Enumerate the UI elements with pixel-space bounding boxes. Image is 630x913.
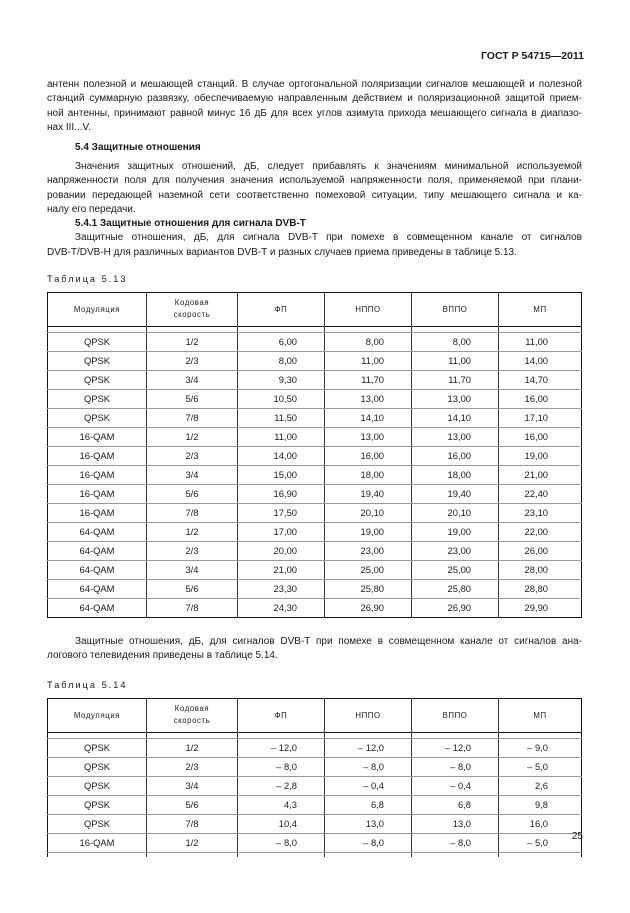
text-line: ной антенны, принимают равной минус 16 дБ для всех углов азимута прихода мешающего сигнала в диапазо- [47,107,582,119]
text-line: антенн полезной и мешающей станций. В случае ортогональной поляризации сигналов мешающей и полезной [47,79,582,90]
cell-mp: 17,10 [499,408,582,427]
cell-vppo: 14,10 [412,408,499,427]
cell-nppo: 13,00 [325,427,412,446]
text-line: станций суммарную развязку, обеспечиваемую направленным действием и поляризационной защитой прием- [47,93,582,105]
text-line: ровании передающей наземной сети соответственно помеховой ситуации, типу мешающего сигнала и ка- [47,189,582,201]
cell-modulation: 16-QAM [48,833,147,852]
cell-code-rate: 1/2 [147,833,238,852]
table-body [48,326,582,617]
cell-fp: 6,00 [238,332,325,351]
cell-code-rate: 1/2 [147,738,238,757]
table-row [48,795,582,814]
text-line: Защитные отношения, дБ, для сигналов DVB-T при помехе в совмещенном канале от сигналов ана- [75,635,582,647]
section-5-4-1-paragraph [47,231,582,260]
table-continuation-row [48,852,582,857]
cell-modulation: QPSK [48,814,147,833]
cell-code-rate: 3/4 [147,560,238,579]
table-row [48,757,582,776]
table-caption-5-13: Таблица 5.13 [47,273,128,284]
cell-nppo: 6,8 [325,795,412,814]
cell-modulation: 16-QAM [48,465,147,484]
cell-vppo: 23,00 [412,541,499,560]
cell-modulation: 16-QAM [48,484,147,503]
cell-mp: 9,8 [499,795,582,814]
continuation-cell [238,852,325,857]
table-row [48,541,582,560]
cell-nppo: 8,00 [325,332,412,351]
column-header-fp: ФП [238,292,325,326]
cell-vppo: 8,00 [412,332,499,351]
cell-modulation: 16-QAM [48,446,147,465]
table-row [48,560,582,579]
cell-fp: 17,00 [238,522,325,541]
column-header-code-rate [147,698,238,732]
page-number: 25 [571,831,583,842]
table-row [48,484,582,503]
cell-code-rate: 3/4 [147,776,238,795]
cell-nppo: 14,10 [325,408,412,427]
column-header-modulation: Модуляция [48,292,147,326]
cell-modulation: QPSK [48,351,147,370]
table-row [48,389,582,408]
cell-vppo: 19,00 [412,522,499,541]
cell-fp: 10,50 [238,389,325,408]
cell-mp: – 5,0 [499,833,582,852]
continuation-cell [499,852,582,857]
continuation-cell [48,852,147,857]
column-header-vppo: ВППО [412,698,499,732]
cell-nppo: 13,00 [325,389,412,408]
continuation-cell [412,852,499,857]
table-row [48,814,582,833]
table-body [48,732,582,857]
cell-mp: 26,00 [499,541,582,560]
cell-fp: 21,00 [238,560,325,579]
table-row [48,332,582,351]
cell-fp: 8,00 [238,351,325,370]
cell-nppo: – 8,0 [325,833,412,852]
cell-mp: 22,00 [499,522,582,541]
cell-fp: 15,00 [238,465,325,484]
cell-code-rate: 2/3 [147,541,238,560]
cell-mp: 16,0 [499,814,582,833]
cell-fp: 14,00 [238,446,325,465]
cell-code-rate: 2/3 [147,757,238,776]
cell-vppo: 20,10 [412,503,499,522]
cell-fp: 11,50 [238,408,325,427]
cell-nppo: – 12,0 [325,738,412,757]
cell-code-rate: 2/3 [147,351,238,370]
cell-vppo: – 8,0 [412,833,499,852]
cell-vppo: 11,00 [412,351,499,370]
table-row [48,465,582,484]
cell-code-rate: 5/6 [147,795,238,814]
cell-mp: – 5,0 [499,757,582,776]
cell-code-rate: 7/8 [147,408,238,427]
cell-nppo: – 0,4 [325,776,412,795]
cell-modulation: QPSK [48,408,147,427]
cell-mp: – 9,0 [499,738,582,757]
cell-vppo: 16,00 [412,446,499,465]
cell-nppo: 25,00 [325,560,412,579]
cell-modulation: 64-QAM [48,579,147,598]
cell-nppo: 25,80 [325,579,412,598]
cell-modulation: 16-QAM [48,503,147,522]
cell-code-rate: 1/2 [147,332,238,351]
table-header-row [48,698,582,732]
cell-vppo: 25,80 [412,579,499,598]
cell-fp: – 12,0 [238,738,325,757]
cell-mp: 29,90 [499,598,582,617]
table-row [48,738,582,757]
column-header-code-rate-label: Кодовая скорость [173,298,211,320]
cell-fp: 20,00 [238,541,325,560]
column-header-fp: ФП [238,698,325,732]
cell-mp: 19,00 [499,446,582,465]
cell-modulation: QPSK [48,757,147,776]
section-heading-5-4-1: 5.4.1 Защитные отношения для сигнала DVB-T [75,218,306,230]
cell-vppo: 11,70 [412,370,499,389]
analog-paragraph [47,635,582,664]
cell-mp: 14,00 [499,351,582,370]
cell-code-rate: 5/6 [147,389,238,408]
cell-nppo: 16,00 [325,446,412,465]
table-row [48,522,582,541]
column-header-modulation: Модуляция [48,698,147,732]
cell-modulation: 64-QAM [48,560,147,579]
cell-modulation: QPSK [48,332,147,351]
table-row [48,370,582,389]
cell-fp: 16,90 [238,484,325,503]
cell-vppo: 26,90 [412,598,499,617]
text-line: Защитные отношения, дБ, для сигнала DVB-T при помехе в совмещенном канале от сигналов [75,232,582,244]
cell-fp: 23,30 [238,579,325,598]
cell-fp: 17,50 [238,503,325,522]
cell-nppo: 23,00 [325,541,412,560]
text-line: налу его передачи. [47,204,136,216]
cell-nppo: – 8,0 [325,757,412,776]
cell-mp: 16,00 [499,389,582,408]
cell-code-rate: 2/3 [147,446,238,465]
cell-mp: 23,10 [499,503,582,522]
cell-fp: 9,30 [238,370,325,389]
table-5-14 [47,698,582,857]
cell-nppo: 13,0 [325,814,412,833]
continuation-cell [147,852,238,857]
cell-fp: – 8,0 [238,757,325,776]
cell-code-rate: 3/4 [147,370,238,389]
cell-fp: 24,30 [238,598,325,617]
cell-vppo: 13,0 [412,814,499,833]
cell-modulation: QPSK [48,795,147,814]
cell-code-rate: 1/2 [147,427,238,446]
column-header-code-rate-label: Кодовая скорость [173,704,211,726]
text-line: нах III...V. [47,121,92,133]
text-line: напряженности поля для получения значения используемой напряженности поля, применяемой при плани- [47,175,582,187]
cell-code-rate: 5/6 [147,579,238,598]
column-header-nppo: НППО [325,292,412,326]
cell-code-rate: 7/8 [147,814,238,833]
cell-mp: 28,80 [499,579,582,598]
cell-nppo: 11,00 [325,351,412,370]
continuation-cell [325,852,412,857]
cell-fp: – 8,0 [238,833,325,852]
table-row [48,408,582,427]
text-line: DVB-T/DVB-H для различных вариантов DVB-T и разных случаев приема приведены в таблице 5.13. [47,246,517,258]
table-row [48,351,582,370]
cell-fp: 10,4 [238,814,325,833]
cell-code-rate: 3/4 [147,465,238,484]
cell-vppo: 25,00 [412,560,499,579]
cell-mp: 21,00 [499,465,582,484]
column-header-vppo: ВППО [412,292,499,326]
table-caption-5-14: Таблица 5.14 [47,679,128,690]
cell-modulation: QPSK [48,776,147,795]
section-5-4-paragraph [47,160,582,217]
table-5-13 [47,292,582,618]
cell-nppo: 20,10 [325,503,412,522]
cell-mp: 11,00 [499,332,582,351]
cell-fp: – 2,8 [238,776,325,795]
cell-mp: 2,6 [499,776,582,795]
cell-nppo: 19,00 [325,522,412,541]
page-body [47,78,582,857]
cell-vppo: – 0,4 [412,776,499,795]
text-line: Значения защитных отношений, дБ, следует прибавлять к значениям минимальной используемой [75,161,582,173]
cell-code-rate: 5/6 [147,484,238,503]
cell-code-rate: 7/8 [147,598,238,617]
cell-vppo: 6,8 [412,795,499,814]
table-header-row [48,292,582,326]
cell-nppo: 26,90 [325,598,412,617]
table-row [48,833,582,852]
intro-paragraph [47,78,582,135]
standard-designation: ГОСТ Р 54715—2011 [480,50,584,62]
section-heading-5-4: 5.4 Защитные отношения [75,142,201,154]
cell-fp: 11,00 [238,427,325,446]
cell-vppo: 18,00 [412,465,499,484]
table-row [48,427,582,446]
cell-vppo: – 12,0 [412,738,499,757]
column-header-code-rate [147,292,238,326]
cell-nppo: 11,70 [325,370,412,389]
cell-modulation: 64-QAM [48,598,147,617]
cell-modulation: QPSK [48,370,147,389]
cell-mp: 16,00 [499,427,582,446]
cell-modulation: QPSK [48,738,147,757]
column-header-nppo: НППО [325,698,412,732]
cell-nppo: 19,40 [325,484,412,503]
cell-vppo: 19,40 [412,484,499,503]
cell-mp: 22,40 [499,484,582,503]
cell-vppo: 13,00 [412,389,499,408]
cell-fp: 4,3 [238,795,325,814]
cell-modulation: 64-QAM [48,541,147,560]
table-row [48,503,582,522]
table-row [48,598,582,617]
cell-vppo: – 8,0 [412,757,499,776]
column-header-mp: МП [499,698,582,732]
table-row [48,446,582,465]
cell-modulation: 16-QAM [48,427,147,446]
column-header-mp: МП [499,292,582,326]
cell-mp: 14,70 [499,370,582,389]
table-row [48,776,582,795]
cell-code-rate: 1/2 [147,522,238,541]
cell-code-rate: 7/8 [147,503,238,522]
cell-vppo: 13,00 [412,427,499,446]
cell-nppo: 18,00 [325,465,412,484]
cell-modulation: QPSK [48,389,147,408]
cell-modulation: 64-QAM [48,522,147,541]
table-row [48,579,582,598]
cell-mp: 28,00 [499,560,582,579]
text-line: логового телевидения приведены в таблице 5.14. [47,650,278,662]
